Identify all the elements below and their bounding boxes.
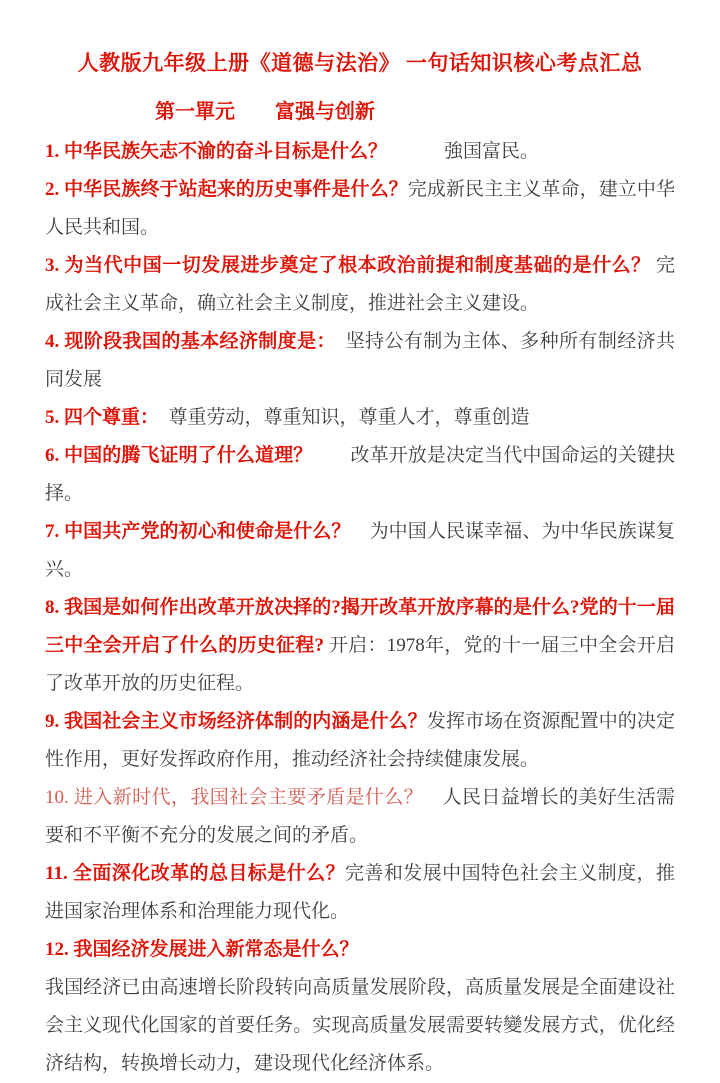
question-text: 1. 中华民族矢志不渝的奋斗目标是什么？ [45, 141, 388, 162]
answer-text: 完成新民主主义革命，建立中华人民共和国。 [45, 179, 675, 238]
question-text: 12. 我国经济发展进入新常态是什么？ [45, 939, 359, 960]
question-text: 10. 进入新时代，我国社会主要矛盾是什么？ [45, 787, 424, 808]
qa-list [45, 133, 675, 1083]
answer-text: 完善和发展中国特色社会主义制度，推进国家治理体系和治理能力现代化。 [45, 863, 675, 922]
answer-text: 坚持公有制为主体、多种所有制经济共同发展 [45, 331, 675, 390]
page-title: 人教版九年级上册《道德与法治》 一句话知识核心考点汇总 [77, 51, 643, 75]
answer-text: 开启：1978年，党的十一届三中全会开启了改革开放的历史征程。 [45, 635, 675, 694]
qa-item-5 [45, 399, 675, 437]
question-text: 2. 中华民族终于站起来的历史事件是什么？ [45, 179, 408, 200]
qa-item-12 [45, 931, 675, 969]
answer-text: 改革开放是决定当代中国命运的关键抉择。 [45, 445, 675, 504]
qa-item-3 [45, 247, 675, 323]
qa-item-6 [45, 437, 675, 513]
section-heading: 第一單元 富强与创新 [155, 101, 375, 123]
qa-item-1 [45, 133, 675, 171]
question-text: 11. 全面深化改革的总目标是什么？ [45, 863, 345, 884]
answer-text: 完成社会主义革命，确立社会主义制度，推进社会主义建设。 [45, 255, 675, 314]
qa-item-10 [45, 779, 675, 855]
qa-item-4 [45, 323, 675, 399]
answer-paragraph: 我国经济已由高速增长阶段转向高质量发展阶段，高质量发展是全面建设社会主义现代化国家的首要任务。实现高质量发展需要转變发展方式，优化经济结构，转换增长动力，建设现代化经济体系。 [45, 977, 675, 1074]
qa-item-12-answer [45, 969, 675, 1083]
answer-text: 強国富民。 [387, 141, 540, 162]
qa-item-11 [45, 855, 675, 931]
question-text: 7. 中国共产党的初心和使命是什么？ [45, 521, 351, 542]
question-text: 6. 中国的腾飞证明了什么道理？ [45, 445, 313, 466]
question-text: 3. 为当代中国一切发展进步奠定了根本政治前提和制度基础的是什么？ [45, 255, 651, 276]
qa-item-2 [45, 171, 675, 247]
question-text: 8. 我国是如何作出改革开放决择的?揭开改革开放序幕的是什么?党的十一届三中全会开启了什么的历史征程? [45, 597, 675, 656]
answer-text: 发挥市场在资源配置中的决定性作用，更好发挥政府作用，推动经济社会持续健康发展。 [45, 711, 675, 770]
qa-item-7 [45, 513, 675, 589]
question-text: 4. 现阶段我国的基本经济制度是： [45, 331, 327, 352]
answer-text: 尊重劳动，尊重知识，尊重人才，尊重创造 [149, 407, 530, 428]
question-text: 9. 我国社会主义市场经济体制的内涵是什么？ [45, 711, 427, 732]
qa-item-8 [45, 589, 675, 703]
answer-text: 人民日益增长的美好生活需要和不平衡不充分的发展之间的矛盾。 [45, 787, 675, 846]
question-text: 5. 四个尊重： [45, 407, 150, 428]
qa-item-9 [45, 703, 675, 779]
answer-text: 为中国人民谋幸福、为中华民族谋复兴。 [45, 521, 675, 580]
